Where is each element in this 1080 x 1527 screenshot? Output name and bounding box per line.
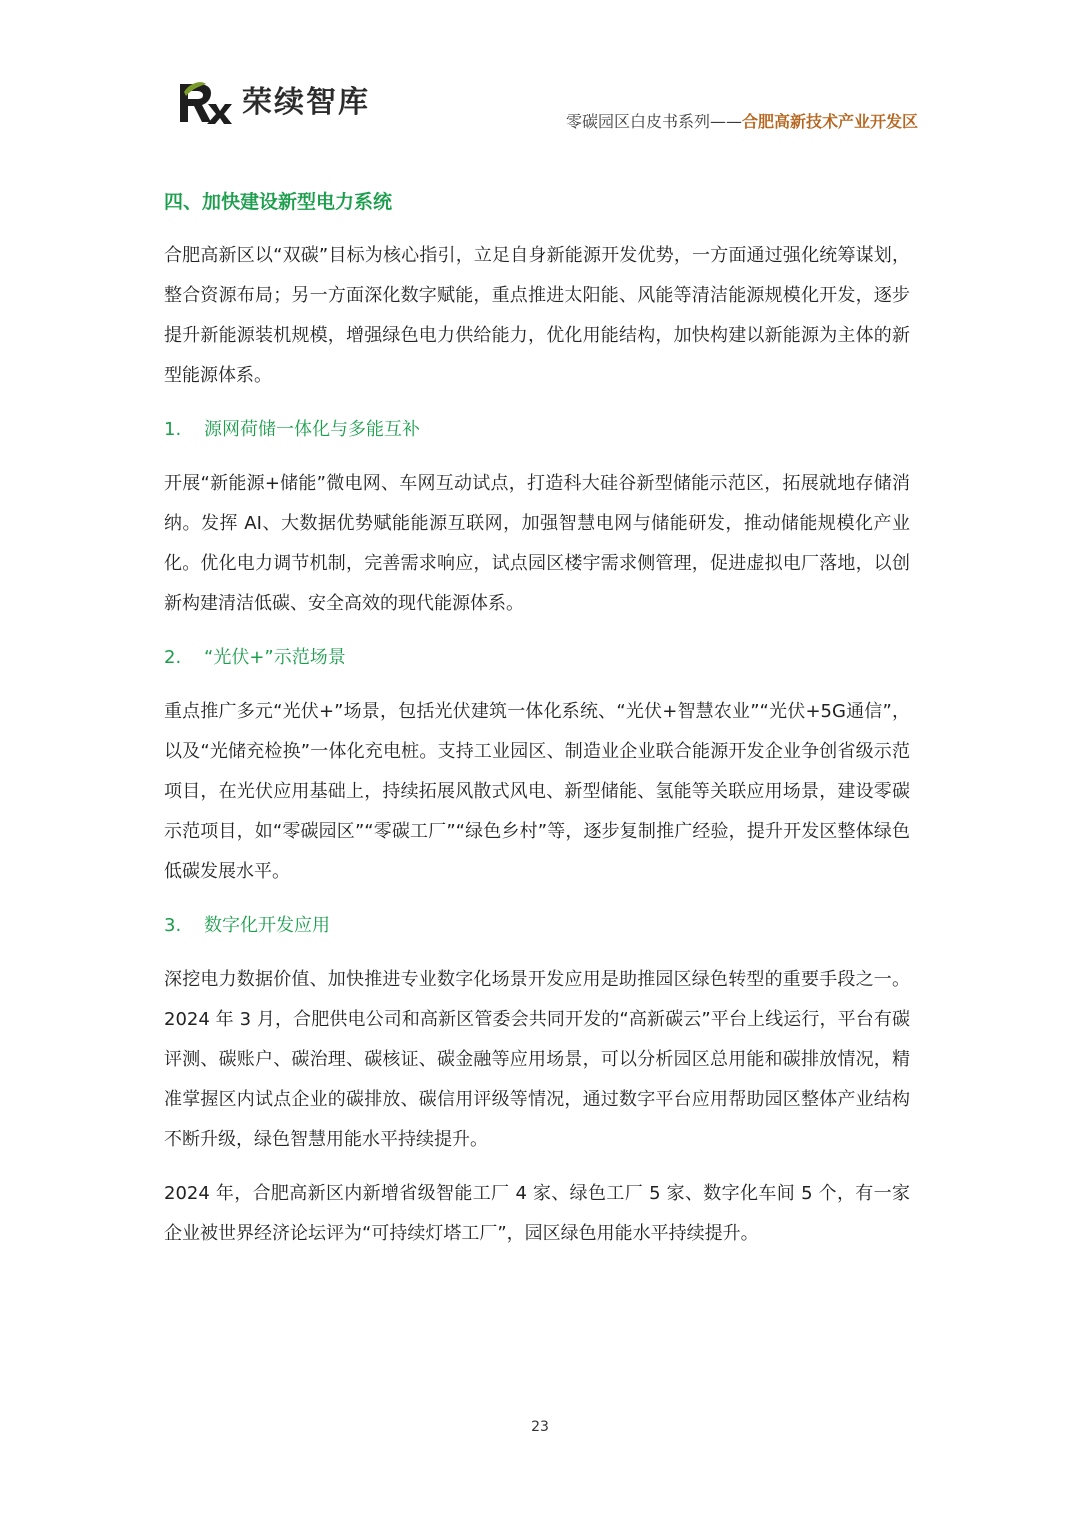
- section-intro-paragraph: 合肥高新区以“双碳”目标为核心指引，立足自身新能源开发优势，一方面通过强化统筹谋划，整合资源布局；另一方面深化数字赋能，重点推进太阳能、风能等清洁能源规模化开发，逐步提升新能源装机规模，增强绿色电力供给能力，优化用能结构，加快构建以新能源为主体的新型能源体系。: [164, 245, 910, 386]
- subsection-heading-3: [164, 906, 910, 946]
- section-heading: 四、加快建设新型电力系统: [164, 191, 393, 213]
- page-number: 23: [531, 1419, 549, 1435]
- page-header: [0, 0, 1080, 150]
- series-prefix: 零碳园区白皮书系列——: [565, 112, 742, 131]
- subsection-3-paragraph-2: 2024 年，合肥高新区内新增省级智能工厂 4 家、绿色工厂 5 家、数字化车间 5 个，有一家企业被世界经济论坛评为“可持续灯塔工厂”，园区绿色用能水平持续提升。: [164, 1183, 910, 1244]
- subsection-3-paragraph-1: 深挖电力数据价值、加快推进专业数字化场景开发应用是助推园区绿色转型的重要手段之一。2024 年 3 月，合肥供电公司和高新区管委会共同开发的“高新碳云”平台上线运行，平台有碳评测、碳账户、碳治理、碳核证、碳金融等应用场景，可以分析园区总用能和碳排放情况，精准掌握区内试点企业的碳排放、碳信用评级等情况，通过数字平台应用帮助园区整体产业结构不断升级，绿色智慧用能水平持续提升。: [164, 969, 910, 1150]
- brand-name: 荣续智库: [242, 85, 370, 120]
- subsection-heading-1: [164, 410, 910, 450]
- page-content: [164, 182, 910, 1254]
- rx-logo-icon: [176, 80, 234, 126]
- subsection-heading-2: [164, 638, 910, 678]
- subsection-title: 数字化开发应用: [204, 915, 330, 936]
- subsection-title: “光伏+”示范场景: [204, 647, 346, 668]
- subsection-number: 1.: [164, 419, 182, 440]
- series-park-name: 合肥高新技术产业开发区: [741, 112, 918, 131]
- subsection-number: 3.: [164, 915, 182, 936]
- subsection-2-paragraph: 重点推广多元“光伏+”场景，包括光伏建筑一体化系统、“光伏+智慧农业”“光伏+5G通信”，以及“光储充检换”一体化充电桩。支持工业园区、制造业企业联合能源开发企业争创省级示范项目，在光伏应用基础上，持续拓展风散式风电、新型储能、氢能等关联应用场景，建设零碳示范项目，如“零碳园区”“零碳工厂”“绿色乡村”等，逐步复制推广经验，提升开发区整体绿色低碳发展水平。: [164, 701, 910, 882]
- subsection-number: 2.: [164, 647, 182, 668]
- brand-logo: [176, 80, 370, 126]
- series-title: [566, 110, 918, 134]
- subsection-1-paragraph: 开展“新能源+储能”微电网、车网互动试点，打造科大硅谷新型储能示范区，拓展就地存储消纳。发挥 AI、大数据优势赋能能源互联网，加强智慧电网与储能研发，推动储能规模化产业化。优化电力调节机制，完善需求响应，试点园区楼宇需求侧管理，促进虚拟电厂落地，以创新构建清洁低碳、安全高效的现代能源体系。: [164, 473, 910, 614]
- subsection-title: 源网荷储一体化与多能互补: [204, 419, 420, 440]
